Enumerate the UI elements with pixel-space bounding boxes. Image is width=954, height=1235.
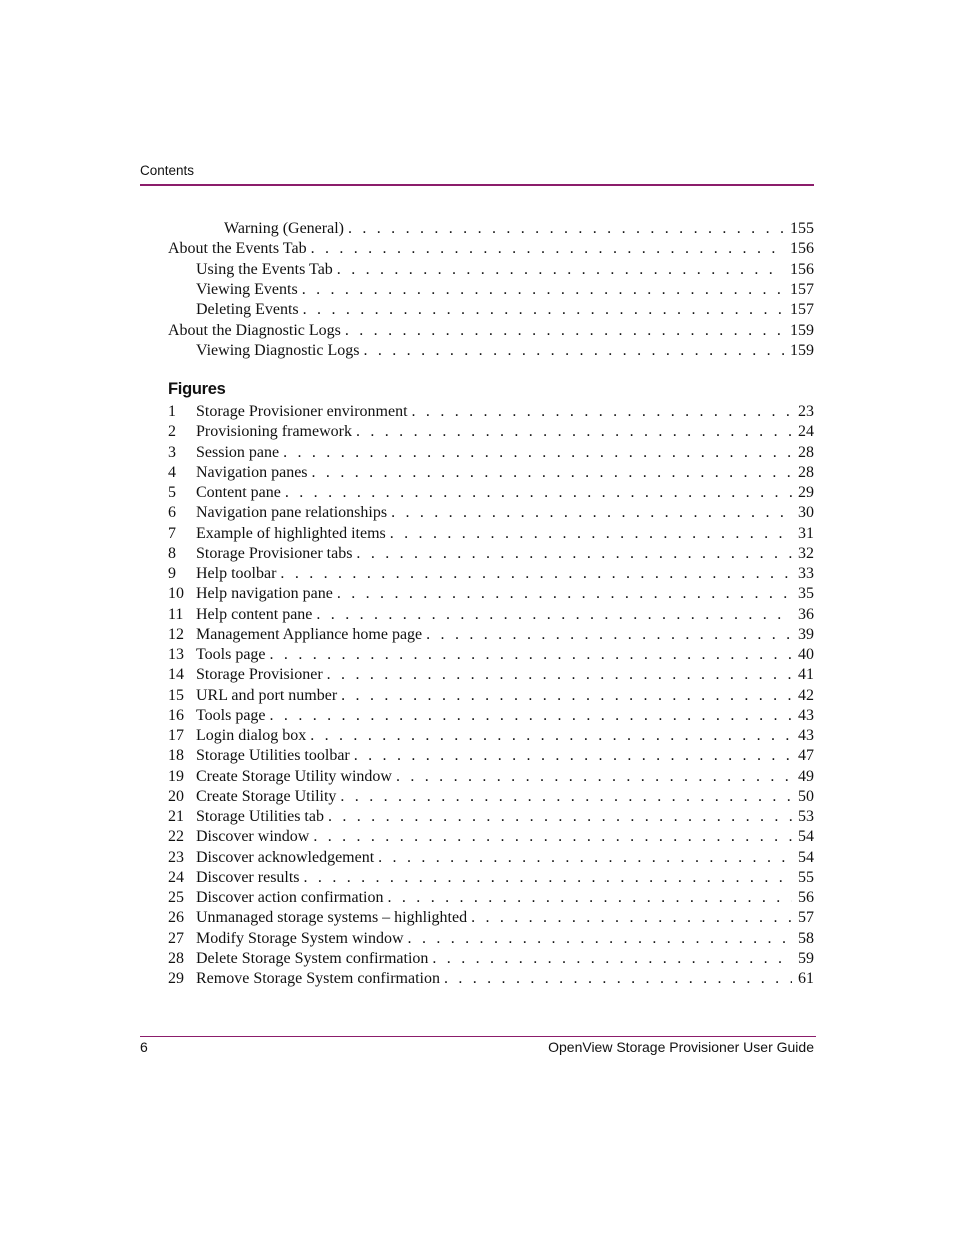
figure-page: 29 [798, 484, 814, 501]
figure-page: 35 [798, 585, 814, 603]
toc-entry-page: 156 [790, 260, 814, 278]
figure-title: Management Appliance home page [196, 625, 423, 643]
figure-number: 28 [168, 949, 184, 967]
toc-entry[interactable] [168, 239, 814, 259]
figure-page: 31 [798, 524, 814, 542]
book-title: OpenView Storage Provisioner User Guide [548, 1039, 814, 1055]
figure-number: 27 [168, 929, 184, 947]
leader-dots [345, 321, 784, 341]
toc-entry-title: Warning (General) [224, 220, 344, 237]
toc-entry-title: About the Events Tab [168, 240, 307, 258]
figure-entry[interactable] [168, 949, 814, 969]
leader-dots [310, 726, 792, 746]
figure-number: 24 [168, 868, 184, 886]
figure-title: Discover results [196, 868, 300, 886]
figure-number: 19 [168, 767, 184, 785]
figure-page: 56 [798, 889, 814, 906]
leader-dots [285, 483, 792, 503]
figure-entry[interactable] [168, 422, 814, 442]
figure-title: Modify Storage System window [196, 929, 404, 947]
figure-title: Delete Storage System confirmation [196, 949, 429, 967]
figure-title: Storage Utilities toolbar [196, 747, 350, 765]
figure-page: 55 [798, 868, 814, 886]
figure-entry[interactable] [168, 483, 814, 503]
leader-dots [354, 746, 792, 766]
figure-entry[interactable] [168, 726, 814, 746]
figure-number: 4 [168, 463, 176, 481]
figure-page: 24 [798, 423, 814, 441]
figure-entry[interactable] [168, 463, 814, 483]
leader-dots [412, 402, 792, 422]
figure-entry[interactable] [168, 929, 814, 949]
toc-entry-page: 157 [790, 280, 814, 298]
toc-entry-page: 157 [790, 301, 814, 319]
leader-dots [356, 544, 792, 564]
figure-title: Storage Utilities tab [196, 808, 324, 825]
figure-number: 14 [168, 666, 184, 684]
figure-page: 33 [798, 565, 814, 582]
leader-dots [311, 239, 784, 259]
figure-title: Navigation pane relationships [196, 504, 388, 522]
toc-entry[interactable] [196, 341, 814, 361]
figure-entry[interactable] [168, 625, 814, 645]
figure-number: 1 [168, 403, 176, 420]
leader-dots [313, 827, 792, 847]
figure-page: 61 [798, 970, 814, 987]
figure-page: 54 [798, 828, 814, 846]
toc-entry[interactable] [196, 300, 814, 320]
figure-number: 2 [168, 423, 176, 441]
leader-dots [316, 605, 792, 625]
figure-title: Tools page [196, 646, 266, 663]
figure-entry[interactable] [168, 524, 814, 544]
figure-entry[interactable] [168, 807, 814, 827]
leader-dots [303, 300, 784, 320]
figure-entry[interactable] [168, 827, 814, 847]
leader-dots [356, 422, 792, 442]
leader-dots [270, 706, 792, 726]
toc-entry-title: About the Diagnostic Logs [168, 321, 341, 339]
leader-dots [304, 868, 792, 888]
figure-entry[interactable] [168, 443, 814, 463]
figure-page: 30 [798, 504, 814, 522]
figure-entry[interactable] [168, 665, 814, 685]
toc-entry-page: 155 [790, 220, 814, 237]
figure-entry[interactable] [168, 706, 814, 726]
figure-number: 20 [168, 787, 184, 805]
figure-title: Content pane [196, 484, 281, 501]
figure-number: 29 [168, 970, 184, 987]
figure-entry[interactable] [168, 969, 814, 989]
figure-number: 17 [168, 727, 184, 744]
leader-dots [396, 767, 792, 787]
toc-entry-title: Viewing Events [196, 280, 298, 298]
figure-title: Unmanaged storage systems – highlighted [196, 909, 468, 927]
leader-dots [388, 888, 793, 908]
toc-entry-page: 156 [790, 240, 814, 258]
figure-title: Help content pane [196, 605, 313, 623]
figure-number: 3 [168, 443, 176, 461]
figure-page: 23 [798, 403, 814, 420]
figure-number: 8 [168, 544, 176, 562]
leader-dots [391, 503, 792, 523]
figure-page: 58 [798, 929, 814, 947]
figure-number: 10 [168, 585, 184, 603]
figure-entry[interactable] [168, 402, 814, 422]
figure-page: 50 [798, 787, 814, 805]
figure-number: 9 [168, 565, 176, 582]
figure-title: Session pane [196, 443, 280, 461]
figure-entry[interactable] [168, 746, 814, 766]
toc-entry[interactable] [196, 280, 814, 300]
figure-entry[interactable] [168, 908, 814, 928]
leader-dots [337, 260, 784, 280]
figure-number: 21 [168, 808, 184, 825]
toc-entry-title: Deleting Events [196, 301, 299, 319]
figure-page: 43 [798, 706, 814, 724]
running-head: Contents [140, 163, 195, 178]
figure-title: Storage Provisioner [196, 666, 323, 684]
figure-entry[interactable] [168, 767, 814, 787]
figure-number: 25 [168, 889, 184, 906]
figure-entry[interactable] [168, 848, 814, 868]
figure-number: 16 [168, 706, 184, 724]
figure-title: Remove Storage System confirmation [196, 970, 440, 987]
figure-number: 26 [168, 909, 184, 927]
figure-title: Example of highlighted items [196, 524, 386, 542]
toc-entry-title: Using the Events Tab [196, 260, 333, 278]
figure-number: 22 [168, 828, 184, 846]
figure-page: 57 [798, 909, 814, 927]
figure-number: 5 [168, 484, 176, 501]
figure-entry[interactable] [168, 605, 814, 625]
figure-page: 40 [798, 646, 814, 663]
figure-number: 18 [168, 747, 184, 765]
figure-entry[interactable] [168, 787, 814, 807]
leader-dots [444, 969, 792, 989]
leader-dots [408, 929, 792, 949]
figure-page: 28 [798, 443, 814, 461]
leader-dots [337, 584, 792, 604]
leader-dots [283, 443, 792, 463]
figure-entry[interactable] [168, 868, 814, 888]
footer-rule [140, 1036, 816, 1037]
toc-entry[interactable] [196, 260, 814, 280]
figure-title: URL and port number [196, 686, 338, 704]
leader-dots [328, 807, 792, 827]
figure-title: Discover acknowledgement [196, 848, 375, 866]
figure-entry[interactable] [168, 645, 814, 665]
figure-title: Storage Provisioner tabs [196, 544, 353, 562]
figure-number: 11 [168, 605, 184, 623]
figure-page: 59 [798, 949, 814, 967]
figure-title: Login dialog box [196, 727, 307, 744]
figure-title: Navigation panes [196, 463, 308, 481]
leader-dots [378, 848, 792, 868]
figure-page: 36 [798, 605, 814, 623]
leader-dots [312, 463, 792, 483]
toc-entry-title: Viewing Diagnostic Logs [196, 341, 360, 359]
leader-dots [432, 949, 792, 969]
figure-title: Storage Provisioner environment [196, 403, 408, 420]
figure-number: 12 [168, 625, 184, 643]
leader-dots [390, 524, 792, 544]
figure-number: 7 [168, 524, 176, 542]
figure-entry[interactable] [168, 564, 814, 584]
header-rule [140, 184, 814, 186]
figure-title: Help navigation pane [196, 585, 333, 603]
leader-dots [341, 686, 792, 706]
figure-page: 53 [798, 808, 814, 825]
leader-dots [426, 625, 792, 645]
figure-entry[interactable] [168, 584, 814, 604]
leader-dots [363, 341, 784, 361]
figure-title: Create Storage Utility window [196, 767, 392, 785]
figure-entry[interactable] [168, 544, 814, 564]
figure-page: 28 [798, 463, 814, 481]
toc-entry[interactable] [168, 321, 814, 341]
figure-number: 6 [168, 504, 176, 522]
figure-title: Discover window [196, 828, 310, 846]
leader-dots [340, 787, 792, 807]
figure-title: Help toolbar [196, 565, 277, 582]
figure-entry[interactable] [168, 888, 814, 908]
toc-entry[interactable] [224, 219, 814, 239]
figure-number: 13 [168, 646, 184, 663]
leader-dots [280, 564, 792, 584]
toc-entry-page: 159 [790, 341, 814, 359]
figure-title: Provisioning framework [196, 423, 352, 441]
leader-dots [471, 908, 792, 928]
figure-title: Tools page [196, 706, 266, 724]
leader-dots [302, 280, 784, 300]
figure-page: 41 [798, 666, 814, 684]
figure-page: 39 [798, 625, 814, 643]
figure-title: Create Storage Utility [196, 787, 337, 805]
leader-dots [348, 219, 784, 239]
figure-page: 43 [798, 727, 814, 744]
figure-number: 23 [168, 848, 184, 866]
leader-dots [270, 645, 792, 665]
toc-entry-page: 159 [790, 321, 814, 339]
figure-page: 49 [798, 767, 814, 785]
figure-number: 15 [168, 686, 184, 704]
figure-page: 42 [798, 686, 814, 704]
figure-title: Discover action confirmation [196, 889, 384, 906]
leader-dots [327, 665, 792, 685]
figure-page: 47 [798, 747, 814, 765]
figures-heading: Figures [168, 380, 226, 398]
page-number: 6 [140, 1039, 148, 1055]
figure-entry[interactable] [168, 503, 814, 523]
figure-page: 54 [798, 848, 814, 866]
figure-page: 32 [798, 544, 814, 562]
figure-entry[interactable] [168, 686, 814, 706]
